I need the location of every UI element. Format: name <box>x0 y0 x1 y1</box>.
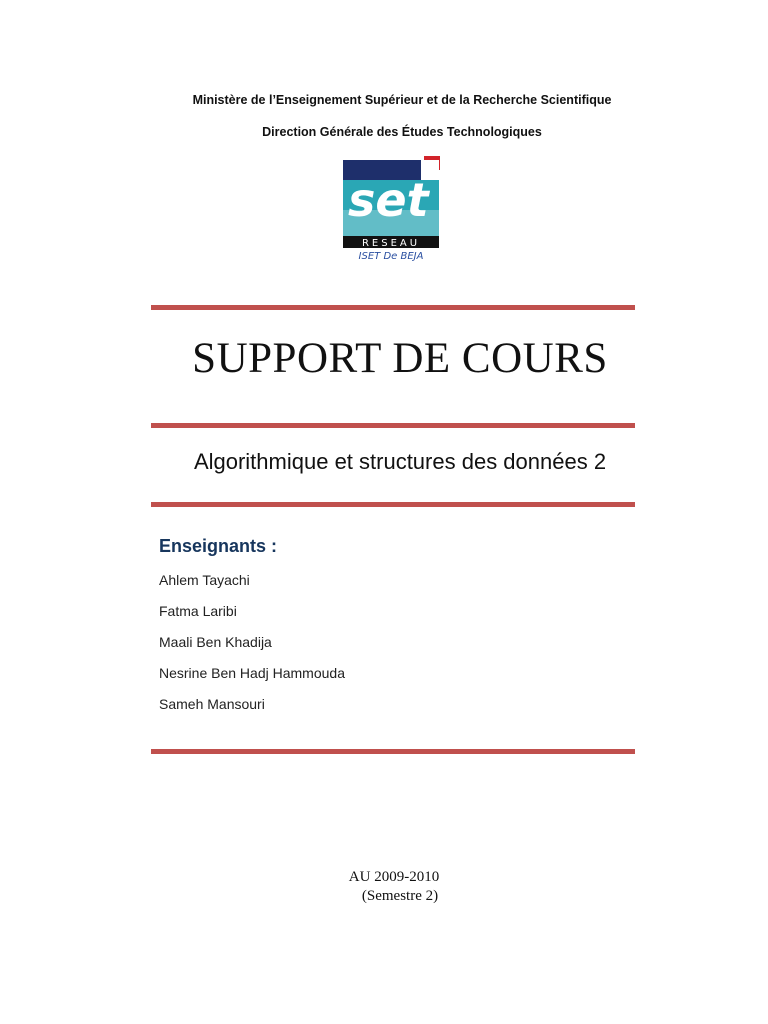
teacher-name: Maali Ben Khadija <box>159 634 272 650</box>
semester: (Semestre 2) <box>361 888 439 904</box>
document-title: SUPPORT DE COURS <box>192 335 608 382</box>
teacher-name: Fatma Laribi <box>159 603 237 619</box>
divider-rule-4 <box>151 749 635 754</box>
logo-sublabel-text: ISET De BEJA <box>358 251 424 262</box>
teacher-name: Sameh Mansouri <box>159 696 265 712</box>
logo-reseau-text: RESEAU <box>361 238 421 249</box>
course-subject: Algorithmique et structures des données 2 <box>193 449 607 474</box>
direction-header: Direction Générale des Études Technologiques <box>262 125 542 139</box>
logo-brand-text: set <box>348 173 429 227</box>
iset-logo <box>340 154 444 262</box>
divider-rule-1 <box>151 305 635 310</box>
divider-rule-3 <box>151 502 635 507</box>
teacher-name: Ahlem Tayachi <box>159 572 250 588</box>
academic-year: AU 2009-2010 <box>348 869 440 885</box>
iset-logo-graphic <box>340 154 444 262</box>
divider-rule-2 <box>151 423 635 428</box>
teacher-name: Nesrine Ben Hadj Hammouda <box>159 665 345 681</box>
ministry-header: Ministère de l’Enseignement Supérieur et de la Recherche Scientifique <box>192 93 612 107</box>
teachers-heading: Enseignants : <box>159 536 278 556</box>
